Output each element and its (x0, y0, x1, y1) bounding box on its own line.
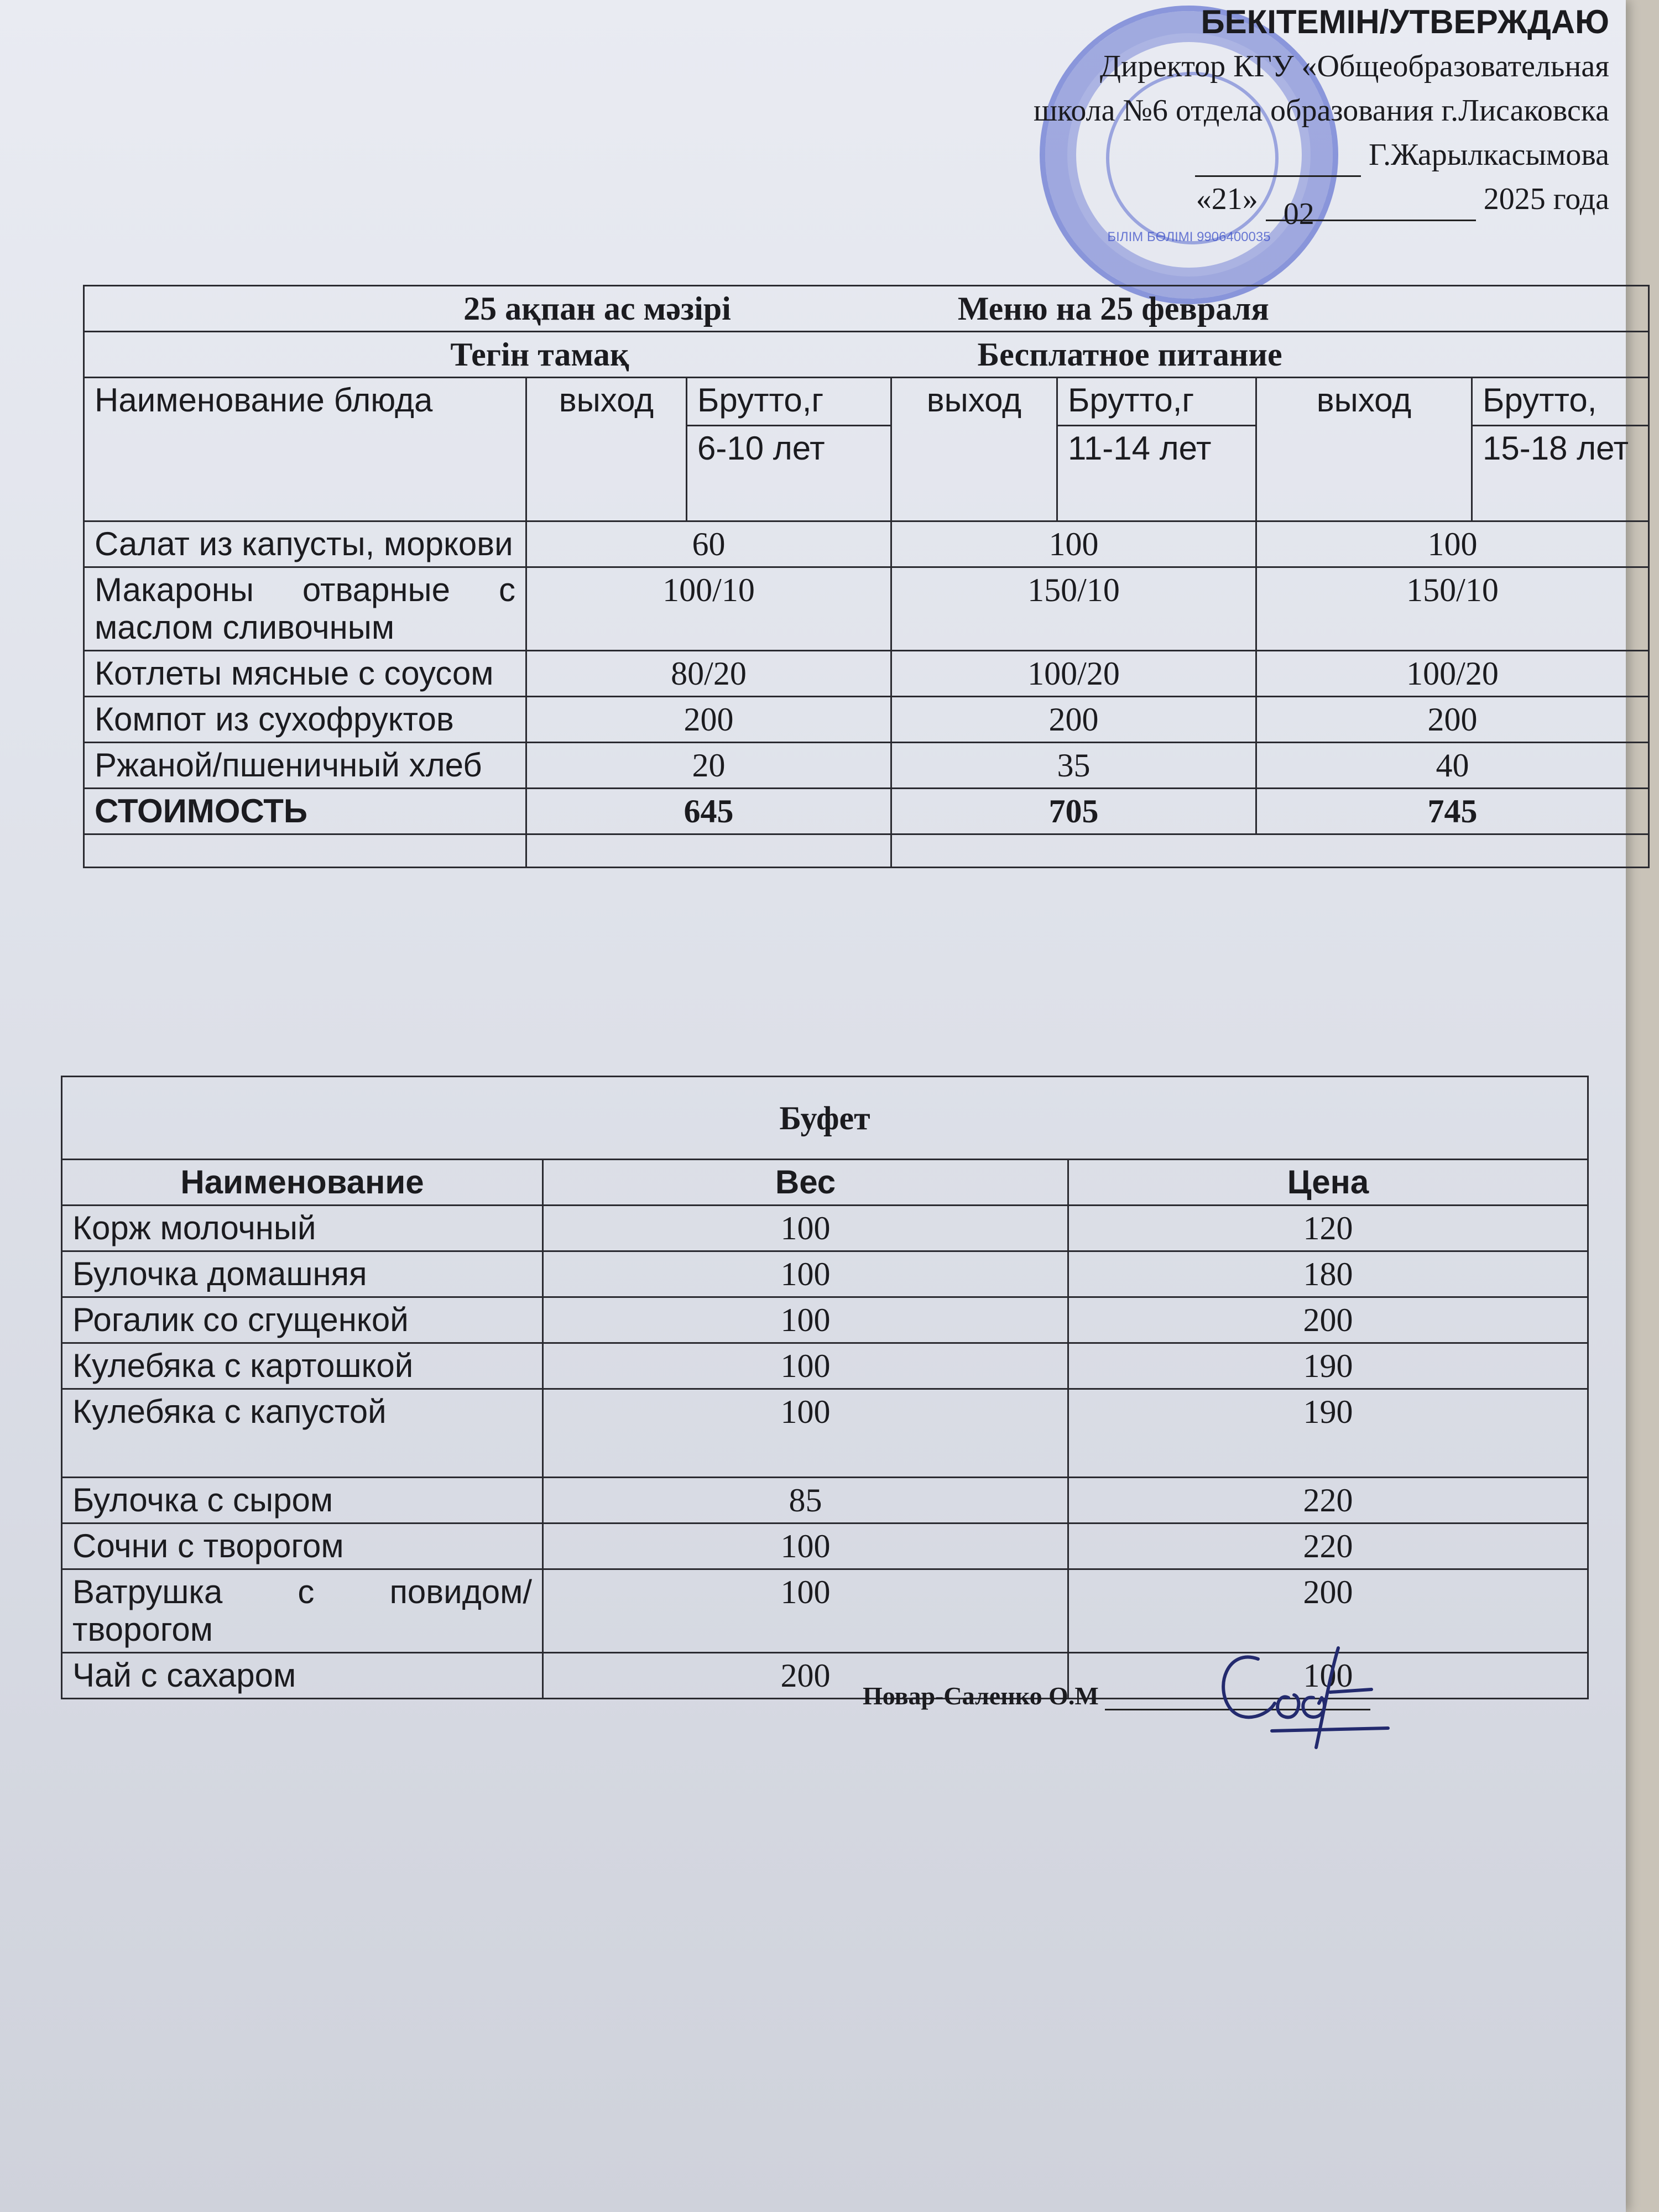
header-brutto-1 (687, 378, 891, 521)
buffet-row (62, 1297, 1588, 1343)
menu-row (84, 521, 1649, 567)
buffet-item-weight: 100 (543, 1251, 1068, 1297)
buffet-row (62, 1206, 1588, 1251)
buffet-item-name: Рогалик со сгущенкой (62, 1297, 543, 1343)
buffet-item-price: 200 (1068, 1569, 1588, 1653)
cost-15-18: 745 (1256, 789, 1649, 834)
buffet-item-price: 190 (1068, 1343, 1588, 1389)
stamp-text: БІЛІМ БӨЛІМІ 9906400035 (1107, 229, 1271, 244)
menu-title-row (84, 286, 1649, 332)
menu-title-kz: 25 ақпан ас мәзірі (463, 290, 731, 327)
header-dish-name: Наименование блюда (84, 378, 526, 521)
menu-subtitle-row (84, 332, 1649, 378)
buffet-row (62, 1389, 1588, 1478)
buffet-item-name: Булочка с сыром (62, 1478, 543, 1524)
buffet-item-name: Булочка домашняя (62, 1251, 543, 1297)
header-output-1: выход (526, 378, 687, 521)
dish-value-15-18: 100 (1256, 521, 1649, 567)
dish-value-11-14: 35 (891, 743, 1256, 789)
buffet-item-weight: 85 (543, 1478, 1068, 1524)
header-brutto-3 (1472, 378, 1649, 521)
header-brutto-2-label: Брутто,г (1068, 382, 1194, 419)
approval-signer: Г.Жарылкасымова (1369, 138, 1609, 172)
buffet-item-price: 180 (1068, 1251, 1588, 1297)
buffet-item-price: 120 (1068, 1206, 1588, 1251)
date-close-quote: » (1242, 182, 1258, 216)
header-age-2: 11-14 лет (1058, 425, 1255, 467)
cook-handwritten-signature (1206, 1626, 1394, 1759)
menu-row (84, 651, 1649, 697)
buffet-item-name: Ватрушка с повидом/творогом (62, 1569, 543, 1653)
dish-name: Макароны отварные с маслом сливочным (84, 567, 526, 651)
buffet-item-name: Кулебяка с картошкой (62, 1343, 543, 1389)
dish-value-11-14: 200 (891, 697, 1256, 743)
date-year: 2025 года (1483, 182, 1609, 216)
header-age-3: 15-18 лет (1473, 425, 1648, 467)
menu-row (84, 697, 1649, 743)
buffet-table (61, 1076, 1589, 1699)
header-brutto-1-label: Брутто,г (697, 382, 824, 419)
empty-cell (84, 834, 526, 868)
menu-title (84, 286, 1649, 332)
dish-value-6-10: 200 (526, 697, 891, 743)
dish-value-6-10: 20 (526, 743, 891, 789)
buffet-item-name: Сочни с творогом (62, 1524, 543, 1569)
buffet-header-price: Цена (1068, 1160, 1588, 1206)
dish-value-15-18: 200 (1256, 697, 1649, 743)
dish-value-11-14: 150/10 (891, 567, 1256, 651)
buffet-item-price: 190 (1068, 1389, 1588, 1478)
buffet-item-name: Корж молочный (62, 1206, 543, 1251)
menu-row (84, 567, 1649, 651)
empty-cell (526, 834, 891, 868)
buffet-item-price: 220 (1068, 1478, 1588, 1524)
approval-signer-line (890, 133, 1609, 177)
menu-table (83, 285, 1650, 868)
buffet-item-weight: 200 (543, 1653, 1068, 1699)
menu-subtitle-kz: Тегін тамақ (450, 336, 629, 373)
dish-value-11-14: 100/20 (891, 651, 1256, 697)
dish-name: Котлеты мясные с соусом (84, 651, 526, 697)
buffet-item-weight: 100 (543, 1389, 1068, 1478)
buffet-item-name: Кулебяка с капустой (62, 1389, 543, 1478)
dish-value-15-18: 150/10 (1256, 567, 1649, 651)
date-month: 02 (1266, 192, 1332, 221)
buffet-header-row (62, 1160, 1588, 1206)
cost-6-10: 645 (526, 789, 891, 834)
header-brutto-2 (1057, 378, 1256, 521)
approval-block (890, 0, 1609, 231)
buffet-header-name: Наименование (62, 1160, 543, 1206)
buffet-row (62, 1524, 1588, 1569)
menu-header-row (84, 378, 1649, 521)
buffet-item-price: 220 (1068, 1524, 1588, 1569)
approval-organization: школа №6 отдела образования г.Лисаковска (1033, 93, 1609, 128)
approval-date (890, 177, 1609, 231)
header-output-2: выход (891, 378, 1057, 521)
dish-name: Компот из сухофруктов (84, 697, 526, 743)
dish-value-6-10: 100/10 (526, 567, 891, 651)
dish-value-11-14: 100 (891, 521, 1256, 567)
buffet-header-weight: Вес (543, 1160, 1068, 1206)
buffet-title-row (62, 1077, 1588, 1160)
dish-value-15-18: 40 (1256, 743, 1649, 789)
menu-row (84, 743, 1649, 789)
buffet-title: Буфет (62, 1077, 1588, 1160)
date-blank (1332, 192, 1476, 221)
approval-position: Директор КГУ «Общеобразовательная (1099, 49, 1609, 84)
approval-title: БЕКІТЕМІН/УТВЕРЖДАЮ (1201, 3, 1609, 40)
signer-signature-line (1195, 148, 1361, 177)
buffet-item-weight: 100 (543, 1206, 1068, 1251)
date-day: 21 (1211, 182, 1243, 216)
buffet-item-name: Чай с сахаром (62, 1653, 543, 1699)
dish-name: Ржаной/пшеничный хлеб (84, 743, 526, 789)
date-open-quote: « (1196, 182, 1212, 216)
buffet-item-weight: 100 (543, 1569, 1068, 1653)
dish-value-6-10: 80/20 (526, 651, 891, 697)
dish-value-15-18: 100/20 (1256, 651, 1649, 697)
buffet-row (62, 1478, 1588, 1524)
menu-title-ru: Меню на 25 февраля (957, 290, 1269, 327)
header-age-1: 6-10 лет (687, 425, 890, 467)
buffet-item-weight: 100 (543, 1297, 1068, 1343)
cook-name: Повар-Саленко О.М (863, 1682, 1099, 1710)
buffet-row (62, 1251, 1588, 1297)
header-output-3: выход (1256, 378, 1472, 521)
buffet-item-price: 200 (1068, 1297, 1588, 1343)
cost-11-14: 705 (891, 789, 1256, 834)
buffet-row (62, 1343, 1588, 1389)
dish-value-6-10: 60 (526, 521, 891, 567)
cost-label: СТОИМОСТЬ (84, 789, 526, 834)
menu-cost-row (84, 789, 1649, 834)
menu-subtitle-ru: Бесплатное питание (977, 336, 1282, 373)
menu-empty-row (84, 834, 1649, 868)
buffet-item-price: 100 (1068, 1653, 1588, 1699)
dish-name: Салат из капусты, моркови (84, 521, 526, 567)
empty-cell (891, 834, 1649, 868)
buffet-item-weight: 100 (543, 1524, 1068, 1569)
buffet-item-weight: 100 (543, 1343, 1068, 1389)
header-brutto-3-label: Брутто, (1483, 382, 1597, 419)
menu-subtitle (84, 332, 1649, 378)
